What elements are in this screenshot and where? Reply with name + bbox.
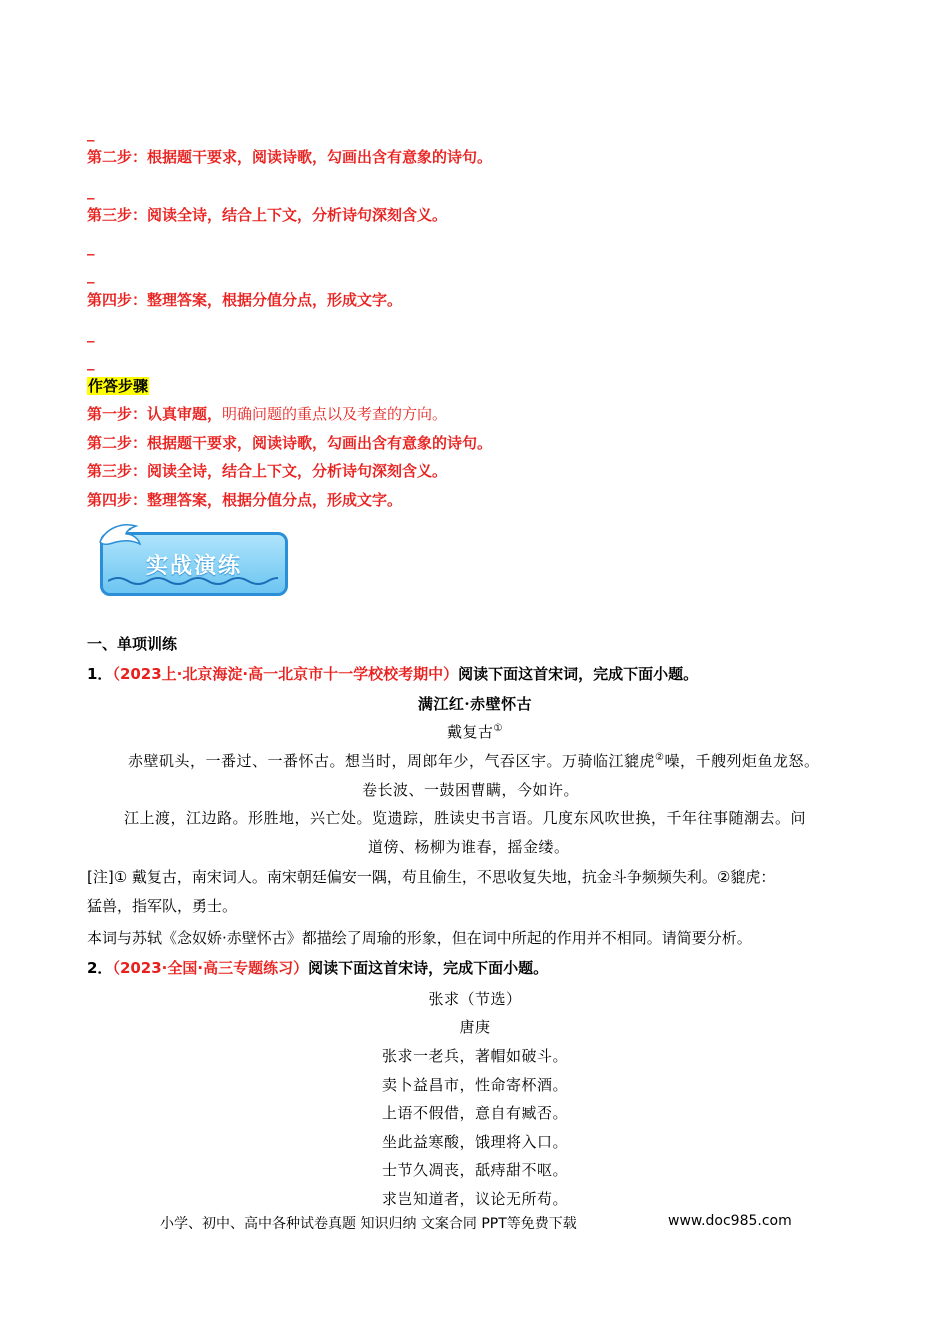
poem-one-author <box>0 721 950 742</box>
poem-two-line: 卖卜益昌市，性命寄杯酒。 <box>381 1076 568 1094</box>
poem-one-note: [注]① 戴复古，南宋词人。南宋朝廷偏安一隅，苟且偷生，不思收复失地，抗金斗争频频失利。②貔虎： <box>87 868 776 886</box>
poem-one-line <box>128 750 820 771</box>
footnote-marker: ① <box>493 723 503 734</box>
poem-one-note: 猛兽，指军队，勇士。 <box>87 897 238 915</box>
step-two-text: 第二步：根据题干要求，阅读诗歌，勾画出含有意象的诗句。 <box>87 148 493 166</box>
question-two-header <box>87 957 548 978</box>
poem-one-line: 卷长波、一鼓困曹瞒，今如许。 <box>362 781 580 799</box>
poem-one-line-part: 赤壁矶头，一番过、一番怀古。想当时，周郎年少，气吞区宇。万骑临江貔虎 <box>128 752 656 770</box>
footnote-marker: ② <box>655 752 665 763</box>
poem-one-author-name: 戴复古 <box>447 723 494 741</box>
question-one-number: 1． <box>87 665 113 683</box>
step-four-text: 第四步：整理答案，根据分值分点，形成文字。 <box>87 291 403 309</box>
answer-step-one-rest: 明确问题的重点以及考查的方向。 <box>222 405 448 423</box>
answer-step-four: 第四步：整理答案，根据分值分点，形成文字。 <box>87 491 403 509</box>
dash-marker: _ <box>87 182 95 200</box>
poem-one-line: 道傍、杨柳为谁春，摇金缕。 <box>368 838 570 856</box>
dash-marker: _ <box>87 238 95 256</box>
step-three-text: 第三步：阅读全诗，结合上下文，分析诗句深刻含义。 <box>87 206 448 224</box>
question-one-prompt-text: 本词与苏轼《念奴娇·赤壁怀古》都描绘了周瑜的形象，但在词中所起的作用并不相同。请简要分析。 <box>87 929 752 947</box>
answer-step-one <box>87 403 447 424</box>
answer-steps-heading-text: 作答步骤 <box>88 377 149 395</box>
dolphin-icon <box>96 520 144 550</box>
footer-link[interactable]: www.doc985.com <box>668 1213 792 1229</box>
poem-two-line: 张求一老兵，著帽如破斗。 <box>381 1047 568 1065</box>
dash-marker: _ <box>87 266 95 284</box>
dash-marker: _ <box>87 325 95 343</box>
question-two-number: 2． <box>87 959 113 977</box>
dash-marker: _ <box>87 353 95 371</box>
practice-badge-label: 实战演练 <box>145 554 242 579</box>
poem-one-line: 江上渡，江边路。形胜地，兴亡处。览遗踪，胜读史书言语。几度东风吹世换，千年往事随潮去。问 <box>124 809 807 827</box>
answer-step-two: 第二步：根据题干要求，阅读诗歌，勾画出含有意象的诗句。 <box>87 434 493 452</box>
footer-text: 小学、初中、高中各种试卷真题 知识归纳 文案合同 PPT等免费下载 <box>160 1216 577 1232</box>
wave-decoration <box>108 575 278 587</box>
poem-two-line: 士节久凋丧，舐痔甜不呕。 <box>381 1161 568 1179</box>
poem-two-line: 上语不假借，意自有臧否。 <box>381 1104 568 1122</box>
dash-marker: _ <box>87 124 95 142</box>
poem-one-title: 满江红·赤壁怀古 <box>417 695 533 713</box>
poem-two-line: 坐此益寒酸，饿理将入口。 <box>381 1133 568 1151</box>
answer-step-one-bold: 第一步：认真审题， <box>87 405 223 423</box>
poem-two-title: 张求（节选） <box>428 990 522 1008</box>
answer-steps-heading <box>87 375 149 396</box>
question-one-prompt: 阅读下面这首宋词，完成下面小题。 <box>458 665 699 683</box>
poem-one-line-part: 噪，千艘列炬鱼龙怒。 <box>664 752 820 770</box>
poem-two-author: 唐庚 <box>459 1018 491 1036</box>
question-one-header <box>87 663 698 684</box>
question-one-source: （2023上·北京海淀·高一北京市十一学校校考期中） <box>112 665 459 683</box>
poem-two-line: 求岂知道者，议论无所苟。 <box>381 1190 568 1208</box>
answer-step-three: 第三步：阅读全诗，结合上下文，分析诗句深刻含义。 <box>87 462 448 480</box>
question-two-prompt: 阅读下面这首宋诗，完成下面小题。 <box>308 959 549 977</box>
question-two-source: （2023·全国·高三专题练习） <box>112 959 309 977</box>
section-title: 一、单项训练 <box>87 635 178 653</box>
